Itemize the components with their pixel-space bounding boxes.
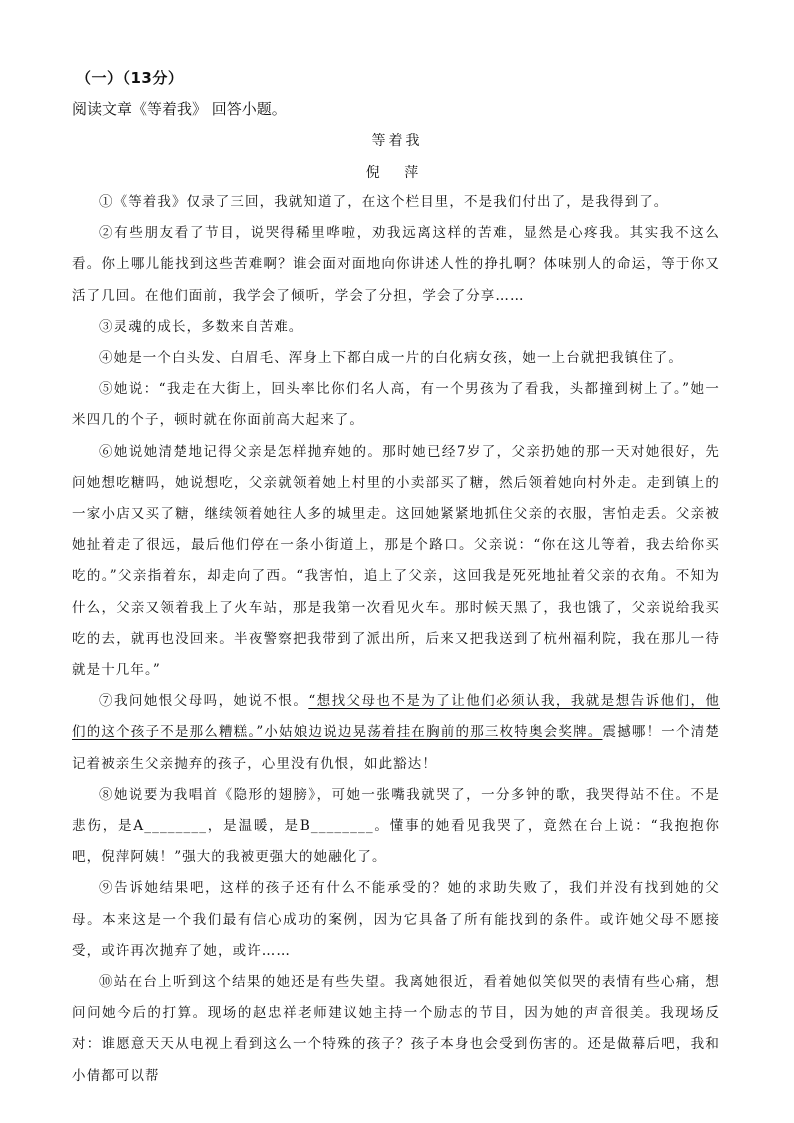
paragraph-7 [72, 686, 720, 780]
paragraph-10: ⑩站在台上听到这个结果的她还是有些失望。我离她很近，看着她似笑似哭的表情有些心痛，想问问她今后的打算。现场的赵忠祥老师建议她主持一个励志的节目，因为她的声音很美。我现场反对：谁愿意天天从电视上看到这么一个特殊的孩子？孩子本身也会受到伤害的。还是做幕后吧，我和小倩都可以帮 [72, 974, 720, 1084]
paragraph-9: ⑨告诉她结果吧，这样的孩子还有什么不能承受的？她的求助失败了，我们并没有找到她的父母。本来这是一个我们最有信心成功的案例，因为它具备了所有能找到的条件。或许她父母不愿接受，或许再次抛弃了她，或许…… [72, 880, 720, 959]
paragraph-3: ③灵魂的成长，多数来自苦难。 [99, 318, 304, 335]
paragraph-4: ④她是一个白头发、白眉毛、浑身上下都白成一片的白化病女孩，她一上台就把我镇住了。 [99, 350, 683, 367]
paragraph-7-end: 震撼哪！一个清楚记着被亲生父亲抛弃的孩子，心里没有仇恨，如此豁达！ [72, 724, 720, 772]
paragraph-8-mid: ，是温暖，是 [207, 818, 300, 835]
paragraph-5: ⑤她说：“我走在大街上，回头率比你们名人高，有一个男孩为了看我，头都撞到树上了。”她一米四几的个子，顿时就在你面前高大起来了。 [72, 381, 720, 429]
reading-instruction: 阅读文章《等着我》 回答小题。 [72, 100, 287, 118]
paragraph-2: ②有些朋友看了节目，说哭得稀里哗啦，劝我远离这样的苦难，显然是心疼我。其实我不这么看。你上哪儿能找到这些苦难啊？谁会面对面地向你讲述人性的挣扎啊？体味别人的命运，等于你又活了几回。在他们面前，我学会了倾听，学会了分担，学会了分享…… [72, 225, 720, 304]
article-body [72, 187, 720, 1092]
section-heading: （一）（13分） [76, 69, 184, 87]
paragraph-6: ⑥她说她清楚地记得父亲是怎样抛弃她的。那时她已经7岁了，父亲扔她的那一天对她很好，先问她想吃糖吗，她说想吃，父亲就领着她上村里的小卖部买了糖，然后领着她向村外走。走到镇上的一家小店又买了糖，继续领着她往人多的城里走。这回她紧紧地抓住父亲的衣服，害怕走丢。父亲被她扯着走了很远，最后他们停在一条小街道上，那是个路口。父亲说：“你在这儿等着，我去给你买吃的。”父亲指着东，却走向了西。“我害怕，追上了父亲，这回我是死死地扯着父亲的衣角。不知为什么，父亲又领着我上了火车站，那是我第一次看见火车。那时候天黑了，我也饿了，父亲说给我买吃的去，就再也没回来。半夜警察把我带到了派出所，后来又把我送到了杭州福利院，我在那儿一待就是十几年。” [72, 443, 720, 679]
paragraph-8-start: ⑧她说要为我唱首《隐形的翅膀》，可她一张嘴我就哭了，一分多钟的歌，我哭得站不住。不是悲伤，是 [72, 786, 720, 835]
blank-b[interactable]: B________ [299, 818, 374, 835]
blank-a[interactable]: A________ [133, 818, 208, 835]
paragraph-7-intro: ⑦我问她恨父母吗，她说不恨。 [99, 693, 309, 710]
article-title: 等着我 [371, 133, 423, 149]
underlined-quote: “想找父母也不是为了让他们必须认我，我就是想告诉他们，他们的这个孩子不是那么糟糕。”小姑娘边说边晃荡着挂在胸前的那三枚特奥会奖牌。 [72, 693, 721, 741]
paragraph-8 [72, 780, 720, 874]
paragraph-1: ①《等着我》仅录了三回，我就知道了，在这个栏目里，不是我们付出了，是我得到了。 [99, 194, 669, 210]
paragraph-8-end: 。懂事的她看见我哭了，竟然在台上说：“我抱抱你吧，倪萍阿姨！”强大的我被更强大的她融化了。 [72, 818, 721, 866]
article-author: 倪 萍 [365, 165, 429, 181]
